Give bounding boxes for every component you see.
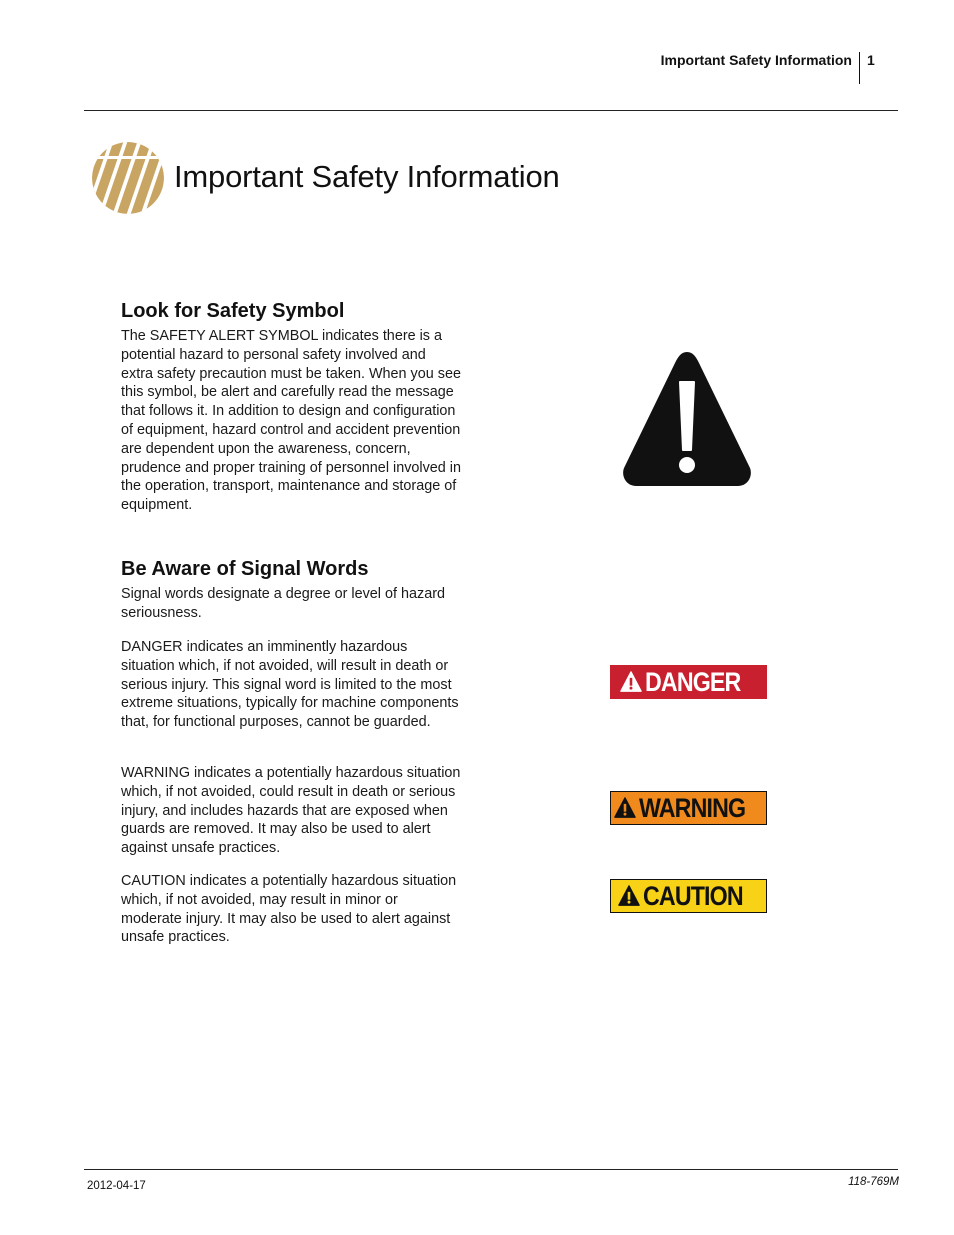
section-paragraph: Signal words designate a degree or level of hazard seriousness. bbox=[121, 586, 445, 621]
warning-triangle-icon bbox=[618, 885, 640, 907]
section-look-for-safety-symbol bbox=[121, 300, 461, 515]
warning-label bbox=[610, 791, 767, 825]
page-title: Important Safety Information bbox=[174, 159, 560, 194]
caution-word: CAUTION bbox=[643, 880, 743, 911]
danger-label bbox=[610, 665, 767, 699]
section-paragraph: WARNING indicates a potentially hazardous situation which, if not avoided, could result in death or serious injury, and includes hazards that are exposed when guards are removed. It may also be used to alert against unsafe practices. bbox=[121, 765, 461, 857]
section-paragraph: CAUTION indicates a potentially hazardous situation which, if not avoided, may result in minor or moderate injury. It may also be used to alert against unsafe practices. bbox=[121, 873, 457, 946]
footer-rule bbox=[84, 1169, 898, 1170]
footer-doc-number: 118-769M bbox=[848, 1176, 899, 1188]
warning-description bbox=[121, 764, 461, 858]
section-paragraph: The SAFETY ALERT SYMBOL indicates there is a potential hazard to personal safety involved and extra safety precaution must be taken. When you see this symbol, be alert and carefully read the message that follows it. In addition to design and configuration of equipment, hazard control and accident prevention are dependent upon the awareness, concern, prudence and proper training of personnel involved in the operation, transport, maintenance and storage of equipment. bbox=[121, 328, 462, 514]
running-header-title: Important Safety Information bbox=[660, 52, 852, 68]
caution-description bbox=[121, 872, 461, 947]
warning-triangle-icon bbox=[620, 671, 642, 693]
page-number: 1 bbox=[867, 52, 875, 68]
section-heading: Look for Safety Symbol bbox=[121, 300, 345, 322]
danger-word: DANGER bbox=[645, 666, 741, 697]
danger-description bbox=[121, 638, 461, 732]
section-paragraph: DANGER indicates an imminently hazardous situation which, if not avoided, will result in death or serious injury. This signal word is limited to the most extreme situations, typically for machine components that, for functional purposes, cannot be guarded. bbox=[121, 639, 459, 731]
warning-triangle-icon bbox=[614, 797, 636, 819]
header-rule bbox=[84, 110, 898, 111]
safety-alert-triangle-icon bbox=[620, 348, 754, 490]
caution-label bbox=[610, 879, 767, 913]
great-plains-sun-logo-icon bbox=[92, 142, 164, 214]
footer-date: 2012-04-17 bbox=[87, 1180, 146, 1192]
warning-word: WARNING bbox=[639, 792, 746, 823]
section-heading: Be Aware of Signal Words bbox=[121, 558, 369, 580]
header-separator bbox=[859, 52, 860, 84]
section-signal-words bbox=[121, 558, 461, 623]
